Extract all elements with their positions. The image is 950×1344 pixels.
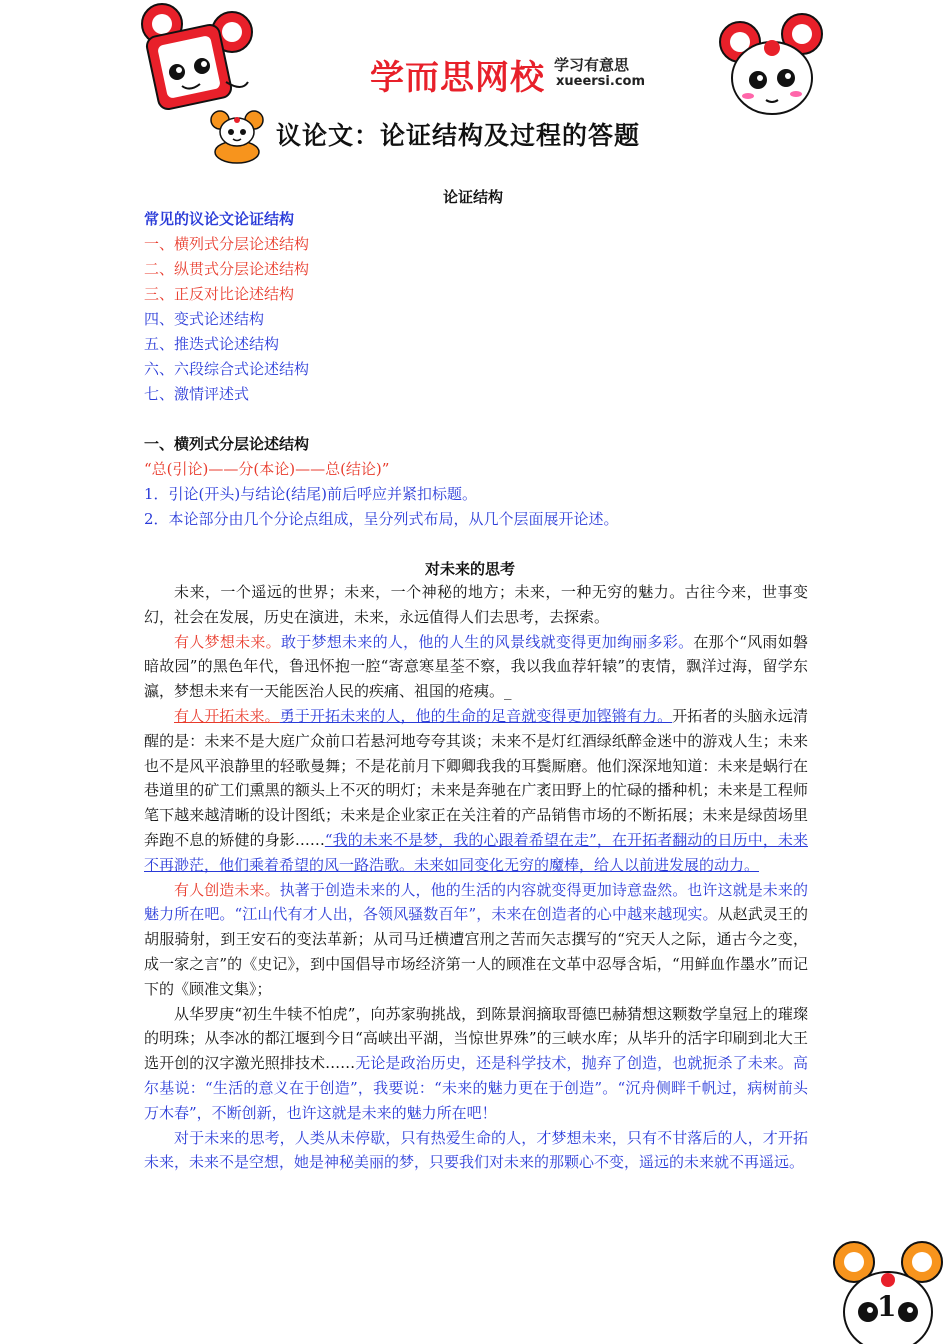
list-item: 四、变式论述结构 [144,310,265,328]
paragraph-text: 从赵武灵王的胡服骑射，到王安石的变法革新；从司马迁横遭宫刑之苦而矢志撰写的“究天人之际，通古今之变，成一家之言”的《史记》，到中国倡导市场经济第一人的顾准在文革中忍辱含垢，“用鲜血作墨水”而记下的《顾准文集》； [144,905,808,998]
page-title: 议论文：论证结构及过程的答题 [276,121,641,150]
brand-tagline: 学习有意思 [554,56,630,74]
essay-body [144,580,808,1175]
essay-paragraph-2 [144,630,808,704]
argument-conclusion: “我的未来不是梦，我的心跟着希望在走”，在开拓者翻动的日历中，未来不再渺茫，他们乘着希望的风一路浩歌。未来如同变化无穷的魔棒，给人以前进发展的动力。 [144,830,808,874]
paragraph-text: 在那个“风雨如磐暗故园”的黑色年代，鲁迅怀抱一腔“寄意寒星荃不察，我以我血荐轩辕”的衷情，飘洋过海，留学东瀛，梦想未来有一天能医治人民的疾痛、祖国的疮痍。_ [144,632,808,701]
subsection-heading: 一、横列式分层论述结构 [144,435,310,453]
list-item: 五、推迭式论述结构 [144,335,280,353]
argument-claim: 敢于梦想未来的人，他的人生的风景线就变得更加绚丽多彩。 [280,632,694,651]
argument-claim: 勇于开拓未来的人，他的生命的足音就变得更加铿锵有力。 [279,706,673,725]
mascot-bottom-right-icon [830,1232,948,1344]
brand-url: xueersi.com [556,74,646,89]
paragraph-text: 开拓者的头脑永远清醒的是：未来不是大庭广众前口若悬河地夸夸其谈；未来不是灯红酒绿纸醉金迷中的游戏人生；未来也不是风平浪静里的轻歌曼舞；不是花前月下卿卿我我的耳鬓厮磨。他们深深地知道：未来是蜗行在巷道里的矿工们熏黑的额头上不灭的明灯；未来是奔驰在广袤田野上的忙碌的播种机；未来是工程师笔下越来越清晰的设计图纸；未来是企业家正在关注着的产品销售市场的不断拓展；未来是绿茵场里奔跑不息的矫健的身影…… [144,706,808,849]
page-number: 1 [877,1290,897,1323]
mascot-top-right-icon [716,8,826,120]
list-title: 常见的议论文论证结构 [144,210,295,228]
argument-point: 有人梦想未来。 [174,632,281,651]
essay-paragraph-4 [144,878,808,1002]
essay-paragraph-1: 未来，一个遥远的世界；未来，一个神秘的地方；未来，一种无穷的魅力。古往今来，世事变幻，社会在发展，历史在演进，未来，永远值得人们去思考，去探索。 [144,583,808,626]
point-item: 2．本论部分由几个分论点组成，呈分列式布局，从几个层面展开论述。 [144,510,619,528]
argument-point: 有人开拓未来。 [174,706,280,725]
argument-conclusion: 无论是政治历史，还是科学技术，抛弃了创造，也就扼杀了未来。高尔基说：“生活的意义在于创造”，我要说：“未来的魅力更在于创造”。“沉舟侧畔千帆过，病树前头万木春”，不断创新，也许这就是未来的魅力所在吧！ [144,1054,808,1122]
paragraph-text: 从华罗庚“初生牛犊不怕虎”，向苏家驹挑战，到陈景润摘取哥德巴赫猜想这颗数学皇冠上的璀璨的明珠；从李冰的都江堰到今日“高峡出平湖，当惊世界殊”的三峡水库；从毕升的活字印刷到北大王选开创的汉字激光照排技术…… [144,1004,808,1073]
argument-point: 有人创造未来。 [174,880,280,899]
list-item: 七、激情评述式 [144,385,250,403]
mascot-top-left-icon [130,2,260,117]
list-item: 三、正反对比论述结构 [144,285,295,303]
list-item: 二、纵贯式分层论述结构 [144,260,310,278]
point-item: 1．引论(开头)与结论(结尾)前后呼应并紧扣标题。 [144,485,477,503]
essay-paragraph-3 [144,704,808,878]
list-item: 一、横列式分层论述结构 [144,235,310,253]
list-item: 六、六段综合式论述结构 [144,360,310,378]
brand-logo [370,50,660,98]
essay-paragraph-6: 对于未来的思考，人类从未停歇，只有热爱生命的人，才梦想未来，只有不甘落后的人，才开拓未来，未来不是空想，她是神秘美丽的梦，只要我们对未来的那颗心不变，遥远的未来就不再遥远。 [144,1128,808,1172]
section-heading: 论证结构 [443,188,504,206]
brand-name: 学而思网校 [370,58,545,98]
essay-paragraph-5 [144,1002,808,1126]
structure-formula: “总(引论)——分(本论)——总(结论)” [144,460,390,478]
essay-title: 对未来的思考 [425,560,516,578]
argument-claim: 执著于创造未来的人，他的生活的内容就变得更加诗意盎然。也许这就是未来的魅力所在吧。“江山代有才人出，各领风骚数百年”，未来在创造者的心中越来越现实。 [144,880,808,924]
mascot-title-icon [206,108,268,164]
